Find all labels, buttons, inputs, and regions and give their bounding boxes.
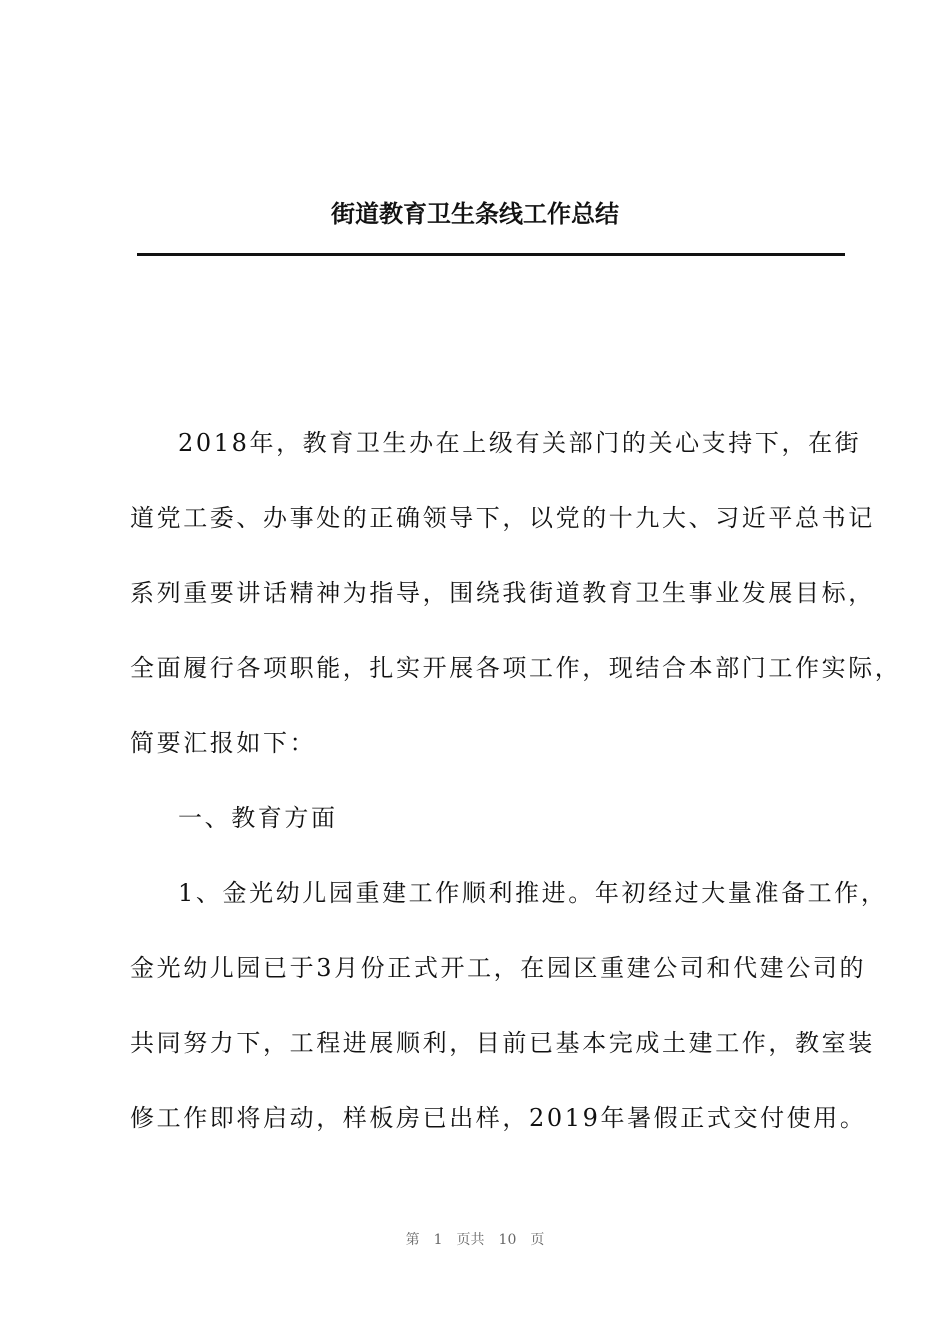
footer-total-pages: 10 <box>498 1232 517 1248</box>
page-footer <box>0 1228 950 1252</box>
paragraph-line: 道党工委、办事处的正确领导下，以党的十九大、习近平总书记 <box>130 504 875 532</box>
paragraph-line: 金光幼儿园已于3月份正式开工，在园区重建公司和代建公司的 <box>130 954 867 982</box>
section-heading: 一、教育方面 <box>178 804 338 832</box>
paragraph-line: 全面履行各项职能，扎实开展各项工作，现结合本部门工作实际， <box>130 654 902 682</box>
footer-suffix: 页 <box>530 1232 545 1248</box>
footer-current-page: 1 <box>433 1232 443 1248</box>
document-body <box>130 421 902 1171</box>
title-underline-rule <box>137 253 845 256</box>
paragraph-line: 2018年，教育卫生办在上级有关部门的关心支持下，在街 <box>178 429 862 457</box>
footer-prefix: 第 <box>405 1232 420 1248</box>
paragraph-line: 修工作即将启动，样板房已出样，2019年暑假正式交付使用。 <box>130 1104 867 1132</box>
paragraph-line: 系列重要讲话精神为指导，围绕我街道教育卫生事业发展目标， <box>130 579 875 607</box>
paragraph-line: 简要汇报如下： <box>130 729 317 757</box>
footer-mid: 页共 <box>456 1232 485 1248</box>
document-title: 街道教育卫生条线工作总结 <box>331 199 619 228</box>
paragraph-line: 共同努力下，工程进展顺利，目前已基本完成土建工作，教室装 <box>130 1029 875 1057</box>
paragraph-line: 1、金光幼儿园重建工作顺利推进。年初经过大量准备工作， <box>178 879 888 907</box>
